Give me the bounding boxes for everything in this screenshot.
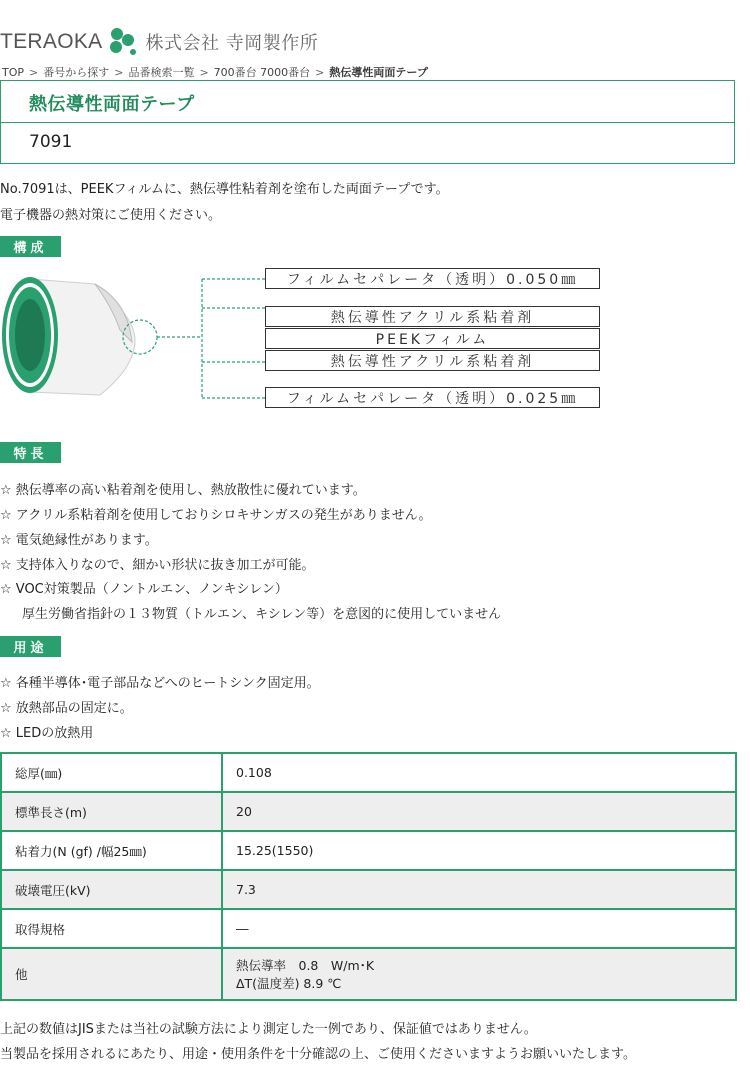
spec-value: 20 [222,792,736,831]
table-row [1,753,736,792]
spec-key: 標準長さ(m) [1,792,222,831]
product-code: 7091 [29,132,73,152]
layer-adhesive-bottom: 熱伝導性アクリル系粘着剤 [265,350,600,371]
uses-heading: 用途 [0,636,61,657]
feature-item: ☆ 支持体入りなので、細かい形状に抜き加工が可能。 [0,558,315,573]
breadcrumb-700-series[interactable]: 700番台 7000番台 [213,66,311,79]
table-row [1,909,736,948]
layer-adhesive-top: 熱伝導性アクリル系粘着剤 [265,306,600,327]
spec-value: 0.108 [222,753,736,792]
product-code-box [0,122,735,164]
page-title: 熱伝導性両面テープ [29,94,195,115]
feature-item-sub: 厚生労働省指針の１３物質（トルエン、キシレン等）を意図的に使用していません [22,607,502,622]
feature-item: ☆ 電気絶縁性があります。 [0,533,158,548]
table-row [1,870,736,909]
breadcrumb-number-search[interactable]: 番号から探す [43,66,110,79]
feature-item: ☆ VOC対策製品（ノントルエン、ノンキシレン） [0,582,288,597]
spec-key: 取得規格 [1,909,222,948]
spec-value: ― [222,909,736,948]
spec-table [0,752,737,1001]
brand-name: TERAOKA [0,30,103,53]
composition-heading: 構成 [0,236,61,257]
table-row [1,831,736,870]
breadcrumb-part-list[interactable]: 品番検索一覧 [128,66,195,79]
layer-separator-bottom: フィルムセパレータ（透明）0.025㎜ [265,387,600,408]
table-row [1,948,736,1000]
disclaimer-line-1: 上記の数値はJISまたは当社の試験方法により測定した一例であり、保証値ではありません。 [0,1022,537,1037]
spec-value [222,948,736,1000]
title-box [0,80,735,123]
description-line-2: 電子機器の熱対策にご使用ください。 [0,208,222,223]
spec-value-line: ΔT(温度差) 8.9 ℃ [236,976,342,991]
breadcrumb-top[interactable]: TOP [2,66,25,79]
features-heading: 特長 [0,442,61,463]
use-item: ☆ 放熱部品の固定に。 [0,701,133,716]
company-name: 株式会社 寺岡製作所 [145,33,319,54]
breadcrumb-current: 熱伝導性両面テープ [329,66,428,79]
disclaimer-line-2: 当製品を採用されるにあたり、用途・使用条件を十分確認の上、ご使用くださいますようお願いいたします。 [0,1047,636,1062]
layer-separator-top: フィルムセパレータ（透明）0.050㎜ [265,268,600,289]
feature-item: ☆ 熱伝導率の高い粘着剤を使用し、熱放散性に優れています。 [0,483,366,498]
spec-value-line: 熱伝導率 0.8 W/m･K [236,958,375,973]
description-line-1: No.7091は、PEEKフィルムに、熱伝導性粘着剤を塗布した両面テープです。 [0,182,449,197]
tape-roll-diagram [0,262,270,412]
use-item: ☆ 各種半導体･電子部品などへのヒートシンク固定用。 [0,676,320,691]
feature-item: ☆ アクリル系粘着剤を使用しておりシロキサンガスの発生がありません。 [0,508,432,523]
logo[interactable] [0,22,318,62]
spec-value: 15.25(1550) [222,831,736,870]
spec-key: 総厚(㎜) [1,753,222,792]
spec-value: 7.3 [222,870,736,909]
spec-key: 破壊電圧(kV) [1,870,222,909]
spec-key: 他 [1,948,222,1000]
clover-logo-icon [105,27,139,57]
use-item: ☆ LEDの放熱用 [0,726,94,741]
layer-peek-film: PEEKフィルム [265,328,600,349]
spec-key: 粘着力(N (gf) /幅25㎜) [1,831,222,870]
breadcrumb: TOP > 番号から探す > 品番検索一覧 > 700番台 7000番台 > 熱伝導性両面テープ [2,66,428,79]
table-row [1,792,736,831]
